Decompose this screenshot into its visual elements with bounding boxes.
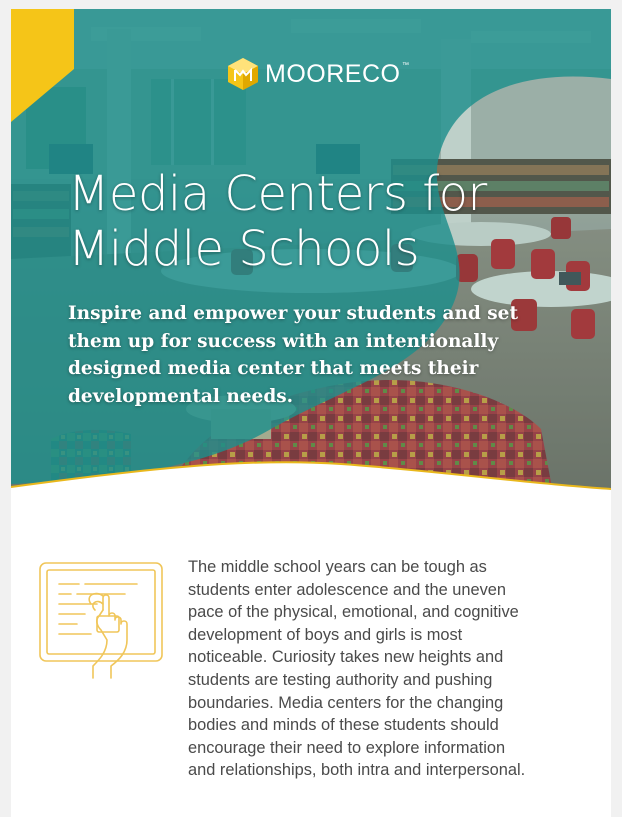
hero-subtitle: Inspire and empower your students and set them up for success with an intentionally designed media center that meets their developmental needs. <box>68 303 518 407</box>
touchscreen-tablet-icon <box>37 560 167 680</box>
title-line-2: Middle Schools <box>68 221 420 277</box>
intro-paragraph: The middle school years can be tough as students enter adolescence and the uneven pace of the physical, emotional, and cognitive development of boys and girls is most noticeable. Curiosity takes new heights and students are testing authority and pushing boundaries. Media centers for the changing bodies and minds of these students should encourage their need to explore information and relationships, both intra and interpersonal. <box>188 558 526 780</box>
title-line-1: Media Centers for <box>68 166 487 222</box>
page <box>11 9 611 817</box>
mooreco-cube-icon <box>226 57 260 91</box>
page-title <box>68 167 588 277</box>
brand-name: MOORECO ™ <box>265 59 410 88</box>
brand-logo[interactable] <box>226 57 410 91</box>
hero-banner <box>11 9 611 509</box>
